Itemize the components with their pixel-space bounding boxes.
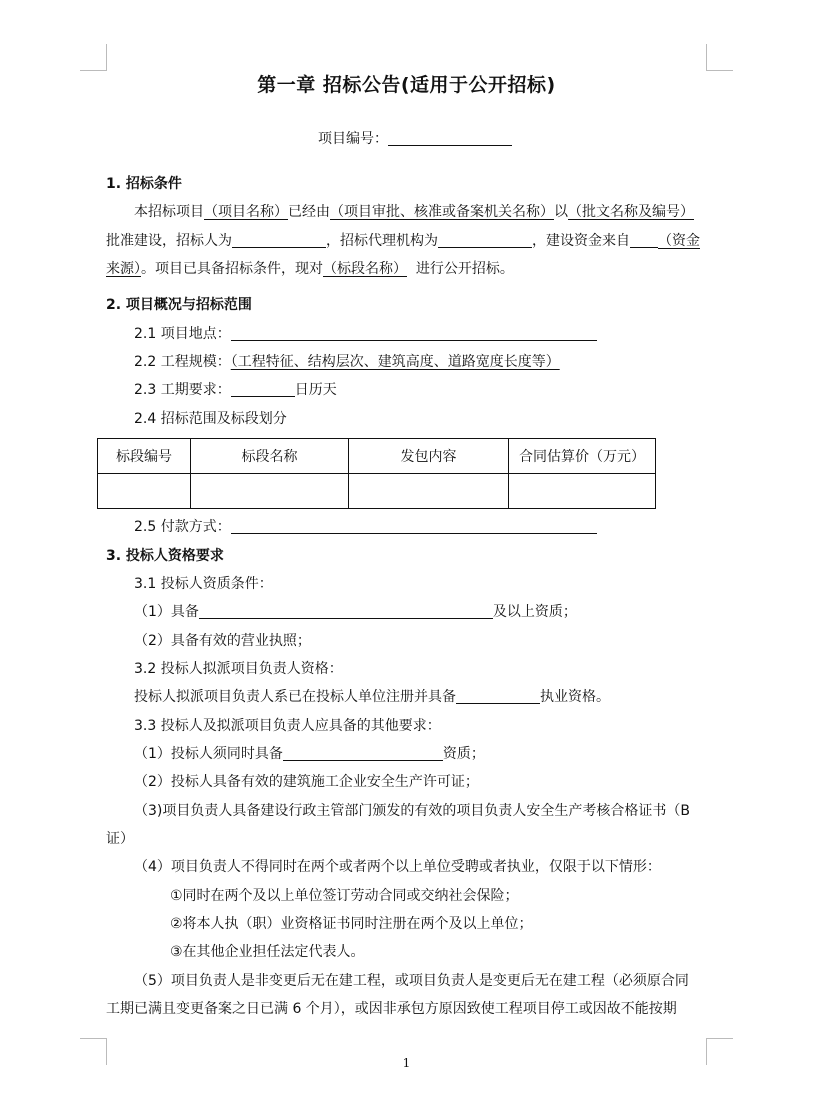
paragraph-line: （1）投标人须同时具备 资质； [134,746,485,762]
table-header-cell: 发包内容 [349,439,509,474]
paragraph-line: 3.3 投标人及拟派项目负责人应具备的其他要求： [134,718,441,734]
table-row [98,474,656,509]
section-heading: 3. 投标人资格要求 [106,548,224,564]
table-header-cell: 标段编号 [98,439,191,474]
table-header-row [98,439,656,474]
chapter-title: 第一章 招标公告(适用于公开招标) [257,74,556,96]
paragraph-line: 来源）。项目已具备招标条件，现对（标段名称） 进行公开招标。 [106,261,514,277]
scale-field: （工程特征、结构层次、建筑高度、道路宽度长度等） [230,354,560,370]
duration-blank[interactable] [231,380,295,397]
agency-blank[interactable] [438,231,532,248]
payment-blank[interactable] [231,517,597,534]
table-cell[interactable] [191,474,349,509]
table-cell[interactable] [349,474,509,509]
list-item: ②将本人执（职）业资格证书同时注册在两个及以上单位； [170,916,533,932]
page-number: 1 [402,1056,411,1070]
paragraph-line: （1）具备 及以上资质； [134,604,577,620]
section-heading: 1. 招标条件 [106,176,182,192]
simultaneous-qualification-blank[interactable] [283,744,443,761]
bid-section-table [97,438,656,509]
project-name-field: （项目名称） [204,204,288,220]
paragraph-line: 证） [106,831,134,847]
margin-corner-mark [706,44,733,71]
practice-qualification-blank[interactable] [456,687,540,704]
paragraph-line: 3.2 投标人拟派项目负责人资格： [134,661,343,677]
table-header-cell: 合同估算价（万元） [509,439,656,474]
paragraph-line: （5）项目负责人是非变更后无在建工程，或项目负责人是变更后无在建工程（必须原合同 [134,973,689,989]
duration-line: 2.3 工期要求： 日历天 [134,382,337,398]
project-number-blank[interactable] [388,129,512,146]
approval-doc-field: （批文名称及编号） [568,204,694,220]
approver-field: （项目审批、核准或备案机关名称） [330,204,554,220]
paragraph-line: 工期已满且变更备案之日已满 6 个月），或因非承包方原因致使工程项目停工或因故不能按期 [106,1001,677,1017]
paragraph-line: （2）投标人具备有效的建筑施工企业安全生产许可证； [134,774,479,790]
table-cell[interactable] [98,474,191,509]
location-blank[interactable] [231,324,597,341]
fund-source-field: 来源） [106,261,141,277]
paragraph-line: （4）项目负责人不得同时在两个或者两个以上单位受聘或者执业，仅限于以下情形： [134,859,661,875]
fund-blank[interactable] [630,231,658,248]
paragraph-line: 3.1 投标人资质条件： [134,576,273,592]
qualification-blank[interactable] [199,602,493,619]
table-header-cell: 标段名称 [191,439,349,474]
paragraph-line: 本招标项目（项目名称）已经由（项目审批、核准或备案机关名称）以（批文名称及编号） [134,204,694,220]
tenderer-blank[interactable] [232,231,326,248]
payment-line: 2.5 付款方式： [134,517,597,537]
project-number-label: 项目编号： [318,131,388,147]
paragraph-line: 投标人拟派项目负责人系已在投标人单位注册并具备 执业资格。 [134,689,610,705]
table-cell[interactable] [509,474,656,509]
section-name-field: （标段名称） [323,261,407,277]
project-location-line: 2.1 项目地点： [134,324,597,344]
scope-line: 2.4 招标范围及标段划分 [134,411,287,427]
paragraph-line: （3)项目负责人具备建设行政主管部门颁发的有效的项目负责人安全生产考核合格证书（B [134,803,690,819]
margin-corner-mark [80,44,107,71]
list-item: ③在其他企业担任法定代表人。 [170,944,365,960]
paragraph-line: 批准建设，招标人为 ，招标代理机构为 ，建设资金来自 （资金 [106,233,700,249]
list-item: ①同时在两个及以上单位签订劳动合同或交纳社会保险； [170,888,519,904]
project-number-line [318,129,512,149]
project-scale-line: 2.2 工程规模：（工程特征、结构层次、建筑高度、道路宽度长度等） [134,354,560,370]
fund-source-field: （资金 [658,233,700,249]
section-heading: 2. 项目概况与招标范围 [106,297,252,313]
paragraph-line: （2）具备有效的营业执照； [134,633,311,649]
